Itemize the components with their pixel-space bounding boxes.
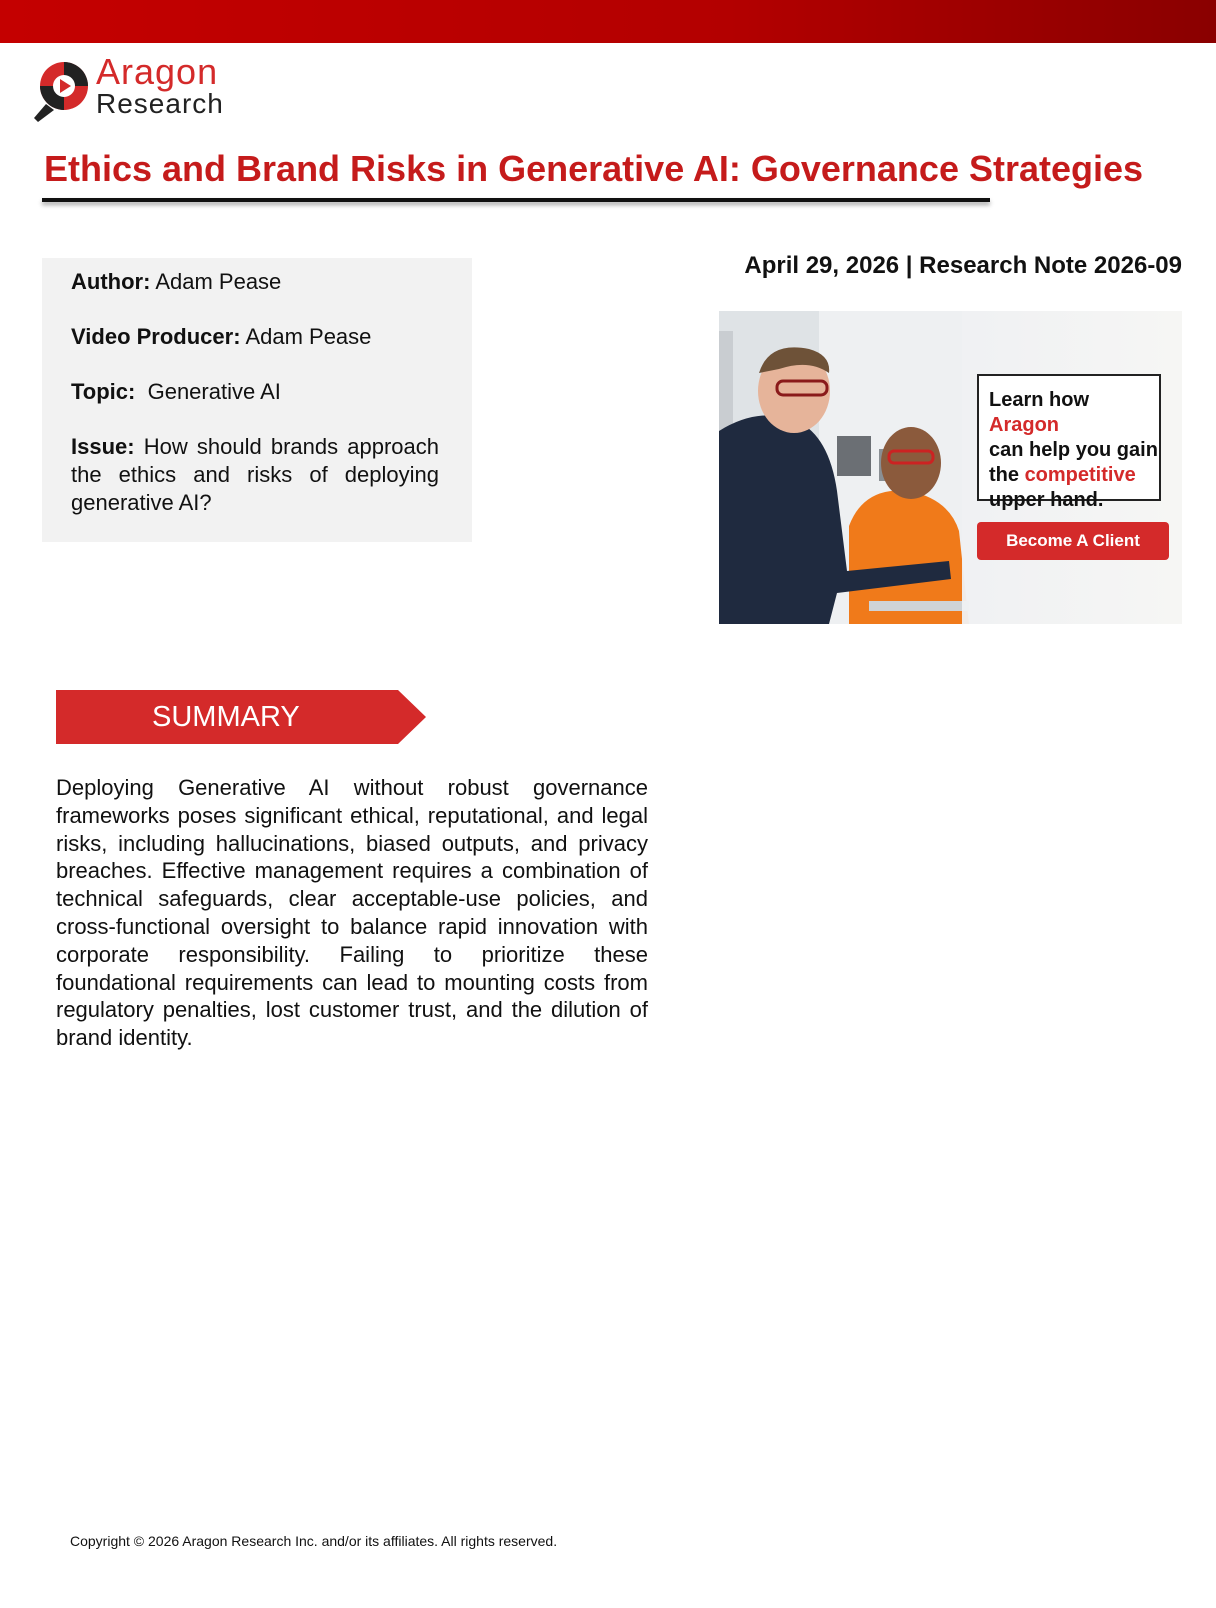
author-value: Adam Pease — [155, 269, 282, 294]
promo-line-2: can help you gain — [989, 439, 1158, 461]
header-bar — [0, 0, 1216, 43]
promo-line-4: upper hand. — [989, 489, 1104, 511]
document-meta-box — [42, 258, 472, 542]
become-a-client-button[interactable]: Become A Client — [977, 522, 1169, 560]
summary-heading-tab — [56, 690, 426, 744]
promo-line-3: the competitive — [989, 464, 1136, 486]
producer-label: Video Producer: — [71, 324, 241, 349]
summary-body: Deploying Generative AI without robust governance frameworks poses significant ethical, reputational, and legal risks, including hallucinations, biased outputs, and privacy breaches. Effective management requires a combination of technical safeguards, clear acceptable-use policies, and cross-functional oversight to balance rapid innovation with corporate responsibility. Failing to prioritize these foundational requirements can lead to mounting costs from regulatory penalties, lost customer trust, and the dilution of brand identity. — [56, 775, 648, 1051]
copyright-footer: Copyright © 2026 Aragon Research Inc. and/or its affiliates. All rights reserved. — [70, 1533, 558, 1549]
promo-message-card — [977, 374, 1161, 511]
producer-value: Adam Pease — [245, 324, 372, 349]
author-label: Author: — [71, 269, 151, 294]
client-promo-banner[interactable] — [719, 311, 1182, 624]
issue-line — [71, 433, 439, 517]
topic-label: Topic: — [71, 379, 136, 404]
aragon-logo[interactable] — [32, 52, 272, 128]
summary-heading: SUMMARY — [152, 701, 300, 733]
logo-wordmark-research: Research — [96, 88, 224, 119]
promo-photo-image — [719, 311, 969, 624]
topic-value: Generative AI — [147, 379, 281, 404]
title-underline — [42, 198, 990, 202]
producer-line — [71, 323, 439, 351]
issue-label: Issue: — [71, 434, 135, 459]
topic-line — [71, 378, 439, 406]
issue-value: How should brands approach the ethics and risks of deploying generative AI? — [71, 434, 439, 515]
aragon-logo-icon — [32, 52, 94, 124]
date-and-note-number: April 29, 2026 | Research Note 2026-09 — [744, 252, 1182, 279]
promo-line-1: Learn how Aragon — [989, 389, 1090, 436]
logo-wordmark-aragon: Aragon — [96, 51, 219, 92]
author-line — [71, 268, 439, 296]
page-title: Ethics and Brand Risks in Generative AI: Governance Strategies — [44, 148, 1144, 189]
